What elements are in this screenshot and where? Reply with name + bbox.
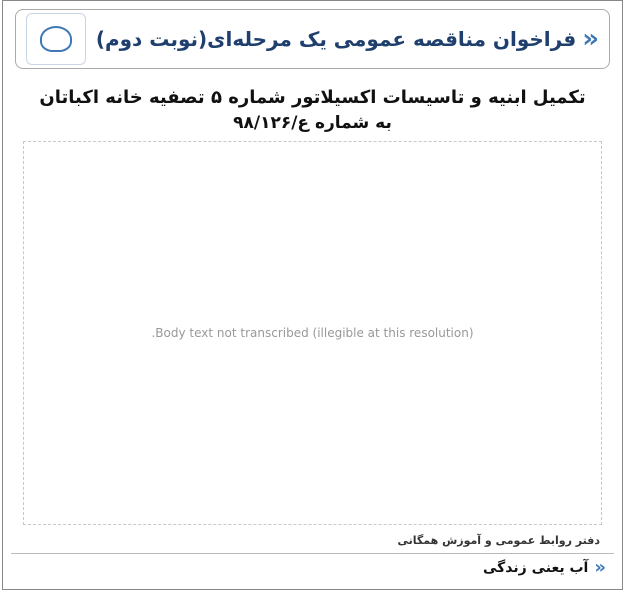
header-banner: [15, 9, 610, 69]
double-chevron-icon: «: [594, 557, 606, 578]
organization-logo-icon: [26, 13, 86, 65]
publication-label: آب یعنی زندگی: [482, 559, 589, 576]
header-title: فراخوان مناقصه عمومی یک مرحله‌ای(نوبت دوم): [95, 27, 577, 51]
header-title-wrap: [96, 24, 599, 54]
double-chevron-icon: «: [582, 24, 599, 54]
project-title: تکمیل ابنیه و تاسیسات اکسیلاتور شماره ۵ تصفیه خانه اکباتان: [39, 87, 586, 108]
body-text-placeholder: Body text not transcribed (illegible at this resolution).: [23, 141, 602, 525]
logo-mark: [40, 26, 72, 52]
project-number: به شماره ع/۹۸/۱۲۶: [233, 113, 392, 133]
announcement-page: [2, 0, 623, 590]
footer-note: دفتر روابط عمومی و آموزش همگانی: [397, 534, 600, 547]
bottom-bar: [11, 553, 614, 581]
